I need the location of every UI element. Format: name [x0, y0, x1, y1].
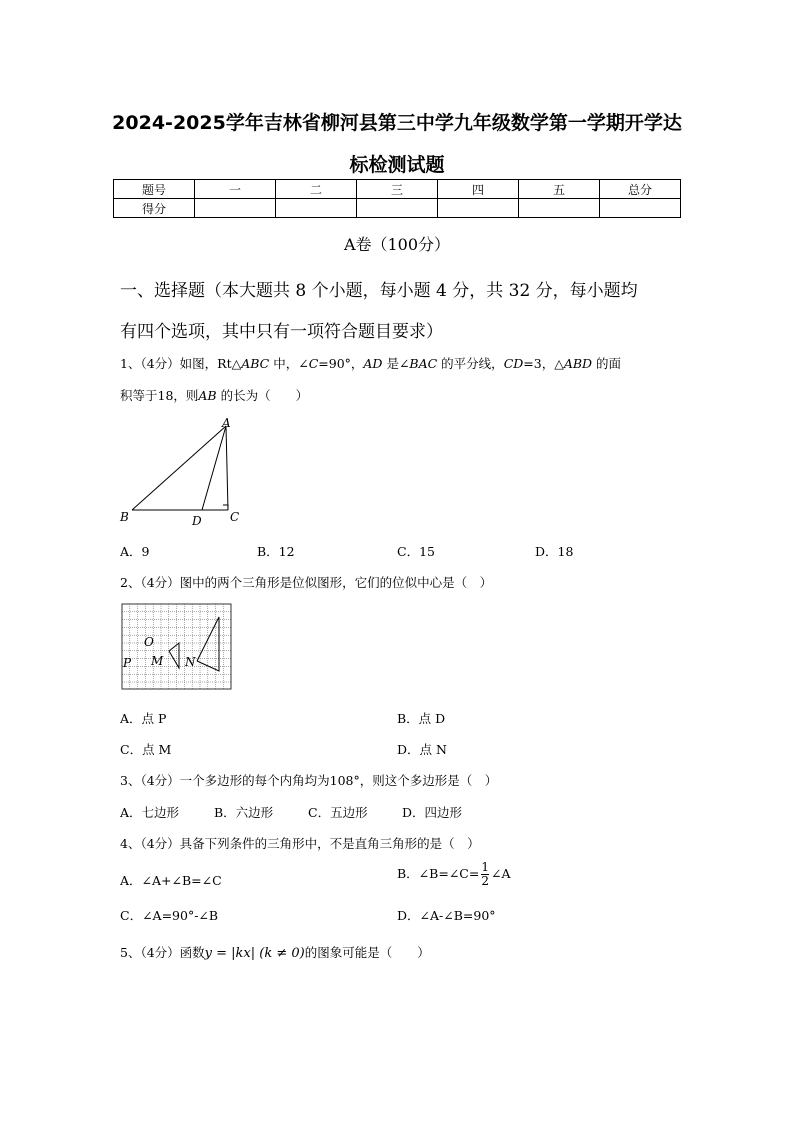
q5-text-prefix: 5、（4分）函数: [120, 945, 205, 960]
q1-math: C: [308, 356, 319, 371]
score-input-cell: [438, 199, 519, 218]
q2-option-b: B．点 D: [397, 711, 446, 726]
q1-text: 的平分线，: [437, 356, 504, 371]
q1-triangle-figure: [118, 414, 248, 530]
q4-option-a: A．∠A+∠B=∠C: [120, 873, 222, 888]
score-input-cell: [600, 199, 681, 218]
q4-option-b-prefix: B．∠B=∠C=: [397, 866, 480, 881]
q4-text: 4、（4分）具备下列条件的三角形中，不是直角三角形的是（ ）: [120, 836, 480, 851]
score-table-cell: 题号: [114, 180, 195, 199]
q1-option-a: A．9: [120, 544, 150, 559]
score-table-cell: 总分: [600, 180, 681, 199]
q3-option-a: A．七边形: [120, 805, 180, 820]
q4-option-b-suffix: ∠A: [490, 866, 511, 881]
q1-text: 的面: [592, 356, 622, 371]
score-input-cell: [276, 199, 357, 218]
q4-fraction-denominator: 2: [481, 874, 489, 888]
q5-text-suffix: 的图象可能是（ ）: [304, 945, 430, 960]
q1-option-d: D．18: [535, 544, 574, 559]
q5-formula: y = |kx| (k ≠ 0): [204, 946, 305, 961]
q1-segment-ac: [226, 426, 228, 510]
q1-label-c: C: [230, 510, 240, 524]
q2-label-m: M: [151, 654, 164, 668]
q1-text: 积等于18，则: [120, 388, 199, 403]
q2-option-c: C．点 M: [120, 742, 172, 757]
score-table-cell: 五: [519, 180, 600, 199]
score-table-score-row: [114, 199, 681, 218]
q2-label-p: P: [123, 656, 132, 670]
title-line-2: 标检测试题: [349, 154, 445, 176]
score-input-cell: [357, 199, 438, 218]
q1-text: 中，∠: [269, 356, 309, 371]
q1-math: ABD: [563, 356, 593, 371]
q1-text: 的长为（ ）: [216, 388, 309, 403]
q1-label-b: B: [120, 510, 129, 524]
q4-fraction: [481, 861, 489, 888]
score-table: [113, 179, 681, 218]
q3-option-b: B．六边形: [214, 805, 274, 820]
q1-option-c: C．15: [397, 544, 435, 559]
q1-text-line-1: [120, 354, 621, 372]
q2-label-o: O: [144, 635, 154, 649]
q1-math: ABC: [241, 356, 270, 371]
score-table-cell: 四: [438, 180, 519, 199]
score-table-cell: 一: [195, 180, 276, 199]
q5-text: [120, 943, 430, 961]
q1-text: 1、（4分）如图，Rt△: [120, 356, 242, 371]
q2-text: 2、（4分）图中的两个三角形是位似图形，它们的位似中心是（ ）: [120, 575, 493, 590]
q1-right-angle-mark: [223, 505, 228, 510]
q1-label-d: D: [192, 514, 202, 528]
q2-small-triangle: [169, 643, 179, 668]
section-a-heading: A卷（100分）: [343, 235, 451, 254]
q3-text: 3、（4分）一个多边形的每个内角均为108°，则这个多边形是（ ）: [120, 773, 498, 788]
q4-fraction-numerator: 1: [481, 860, 489, 874]
part-1-heading-line-2: 有四个选项，其中只有一项符合题目要求）: [120, 322, 443, 342]
q1-math: CD: [503, 356, 524, 371]
score-input-cell: [519, 199, 600, 218]
part-1-heading-line-1: 一、选择题（本大题共 8 个小题，每小题 4 分，共 32 分，每小题均: [120, 281, 638, 301]
title-line-1: 2024-2025学年吉林省柳河县第三中学九年级数学第一学期开学达: [112, 112, 682, 134]
q3-option-c: C．五边形: [308, 805, 368, 820]
q1-math: AD: [363, 356, 383, 371]
score-table-cell: 二: [276, 180, 357, 199]
q2-label-n: N: [185, 655, 196, 669]
q1-text-line-2: [120, 386, 308, 404]
q1-text: =90°，: [318, 356, 364, 371]
score-input-cell: [195, 199, 276, 218]
q1-math: BAC: [409, 356, 438, 371]
q4-option-b: [397, 861, 511, 888]
q4-option-c: C．∠A=90°-∠B: [120, 908, 219, 923]
q1-segment-ab: [132, 426, 226, 510]
score-table-header-row: [114, 180, 681, 199]
q1-segment-ad: [202, 426, 226, 510]
q1-math: AB: [198, 388, 217, 403]
q1-text: =3，△: [523, 356, 564, 371]
q3-option-d: D．四边形: [402, 805, 463, 820]
q4-option-d: D．∠A-∠B=90°: [397, 908, 496, 923]
score-table-cell: 得分: [114, 199, 195, 218]
q2-option-a: A．点 P: [120, 711, 167, 726]
q1-label-a: A: [222, 416, 231, 430]
q1-option-b: B．12: [257, 544, 295, 559]
q2-grid-figure: [121, 603, 233, 691]
q1-text: 是∠: [382, 356, 410, 371]
q2-option-d: D．点 N: [397, 742, 447, 757]
score-table-cell: 三: [357, 180, 438, 199]
